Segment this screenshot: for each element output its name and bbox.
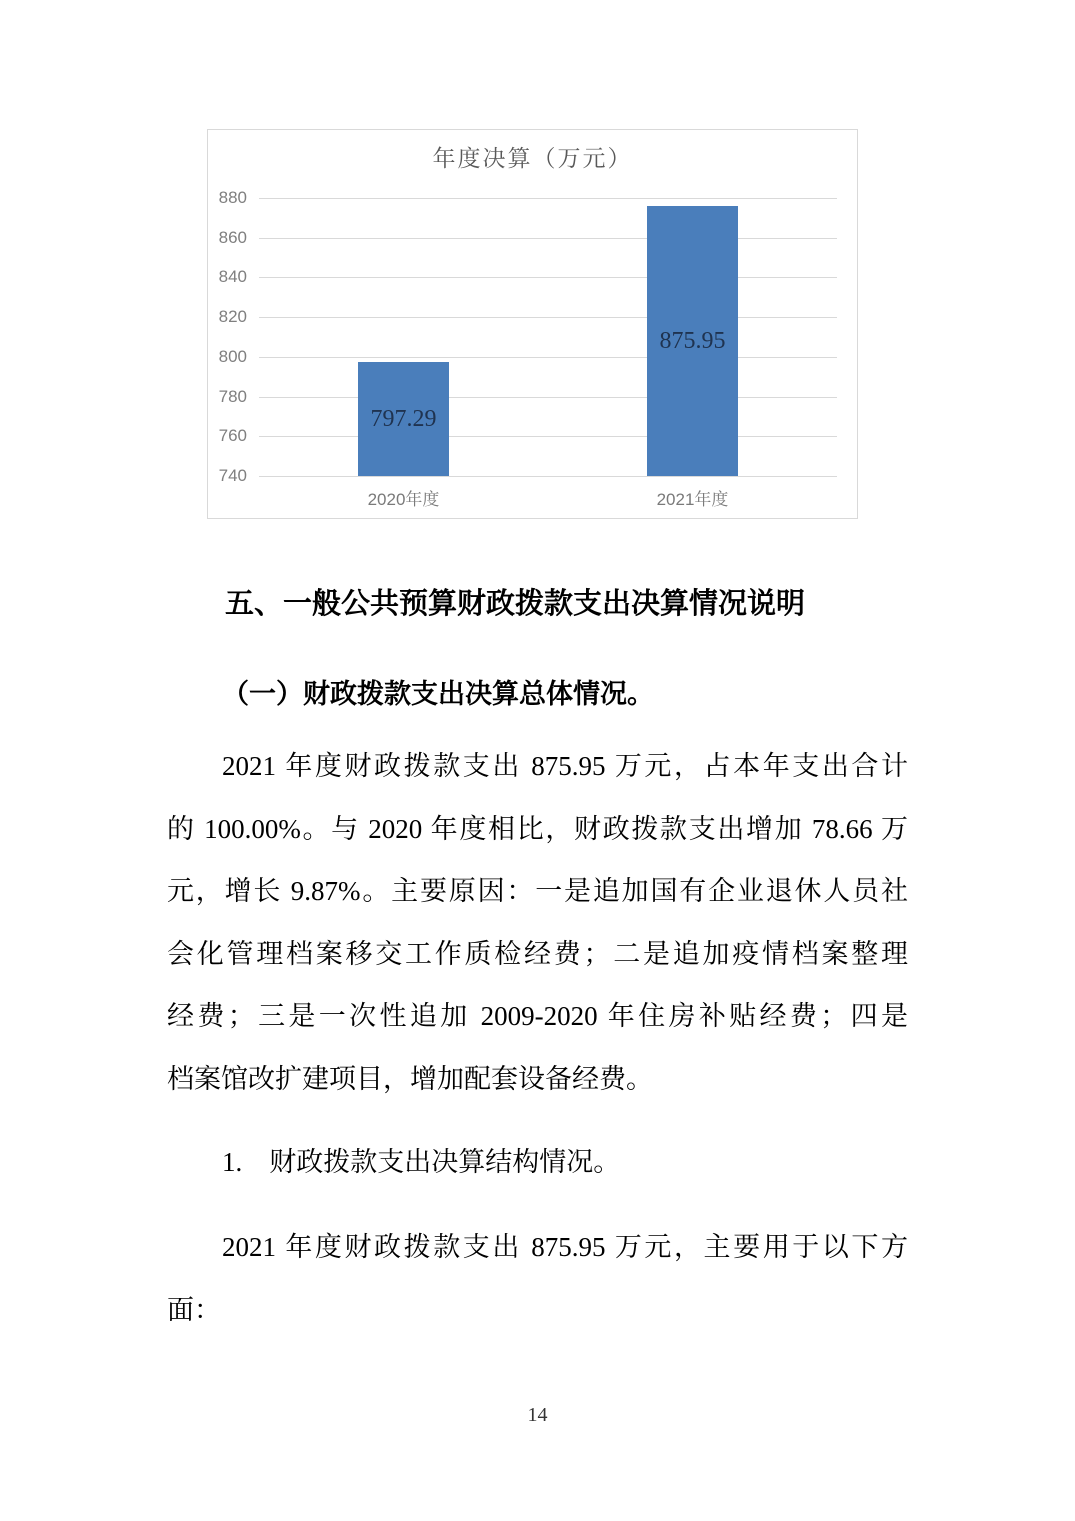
bar bbox=[358, 362, 449, 476]
numbered-item-structure bbox=[167, 1131, 908, 1194]
paragraph-line: 2021 年度财政拨款支出 875.95 万元，占本年支出合计 bbox=[222, 751, 908, 781]
gridline bbox=[259, 238, 837, 239]
paragraph-overall-situation bbox=[167, 735, 908, 1110]
chart-y-axis bbox=[208, 188, 250, 485]
bar-value-label: 797.29 bbox=[370, 405, 437, 432]
chart-plot bbox=[259, 198, 837, 509]
y-tick-label: 780 bbox=[218, 386, 247, 406]
section-heading: 五、一般公共预算财政拨款支出决算情况说明 bbox=[225, 588, 806, 621]
x-category-label: 2021年度 bbox=[656, 490, 729, 509]
gridline bbox=[259, 476, 837, 477]
paragraph-line: 元，增长 9.87%。主要原因：一是追加国有企业退休人员社 bbox=[167, 876, 908, 906]
gridline bbox=[259, 397, 837, 398]
gridline bbox=[259, 436, 837, 437]
y-tick-label: 820 bbox=[218, 307, 247, 327]
y-tick-label: 800 bbox=[218, 346, 247, 366]
bar bbox=[647, 206, 738, 476]
y-tick-label: 880 bbox=[218, 188, 247, 207]
paragraph-line: 1. 财政拨款支出决算结构情况。 bbox=[222, 1147, 621, 1177]
y-tick-label: 860 bbox=[218, 227, 247, 247]
paragraph-line: 会化管理档案移交工作质检经费；二是追加疫情档案整理 bbox=[167, 938, 908, 969]
annual-budget-bar-chart bbox=[207, 129, 858, 519]
y-tick-label: 740 bbox=[218, 466, 247, 485]
paragraph-usage-intro bbox=[167, 1216, 908, 1341]
paragraph-line: 档案馆改扩建项目，增加配套设备经费。 bbox=[167, 1063, 653, 1094]
paragraph-line: 经费；三是一次性追加 2009-2020 年住房补贴经费；四是 bbox=[167, 1001, 908, 1031]
paragraph-line: 的 100.00%。与 2020 年度相比，财政拨款支出增加 78.66 万 bbox=[167, 813, 908, 844]
y-tick-label: 840 bbox=[218, 267, 247, 287]
gridline bbox=[259, 317, 837, 318]
paragraph-line: 面： bbox=[167, 1294, 221, 1325]
gridline bbox=[259, 277, 837, 278]
subsection-heading: （一）财政拨款支出决算总体情况。 bbox=[222, 679, 654, 710]
bar-value-label: 875.95 bbox=[659, 327, 726, 354]
page-number: 14 bbox=[527, 1404, 548, 1426]
y-tick-label: 760 bbox=[218, 426, 247, 446]
gridline bbox=[259, 357, 837, 358]
chart-title: 年度决算（万元） bbox=[432, 146, 633, 171]
paragraph-line: 2021 年度财政拨款支出 875.95 万元，主要用于以下方 bbox=[222, 1232, 908, 1262]
x-category-label: 2020年度 bbox=[367, 490, 440, 509]
gridline bbox=[259, 198, 837, 199]
